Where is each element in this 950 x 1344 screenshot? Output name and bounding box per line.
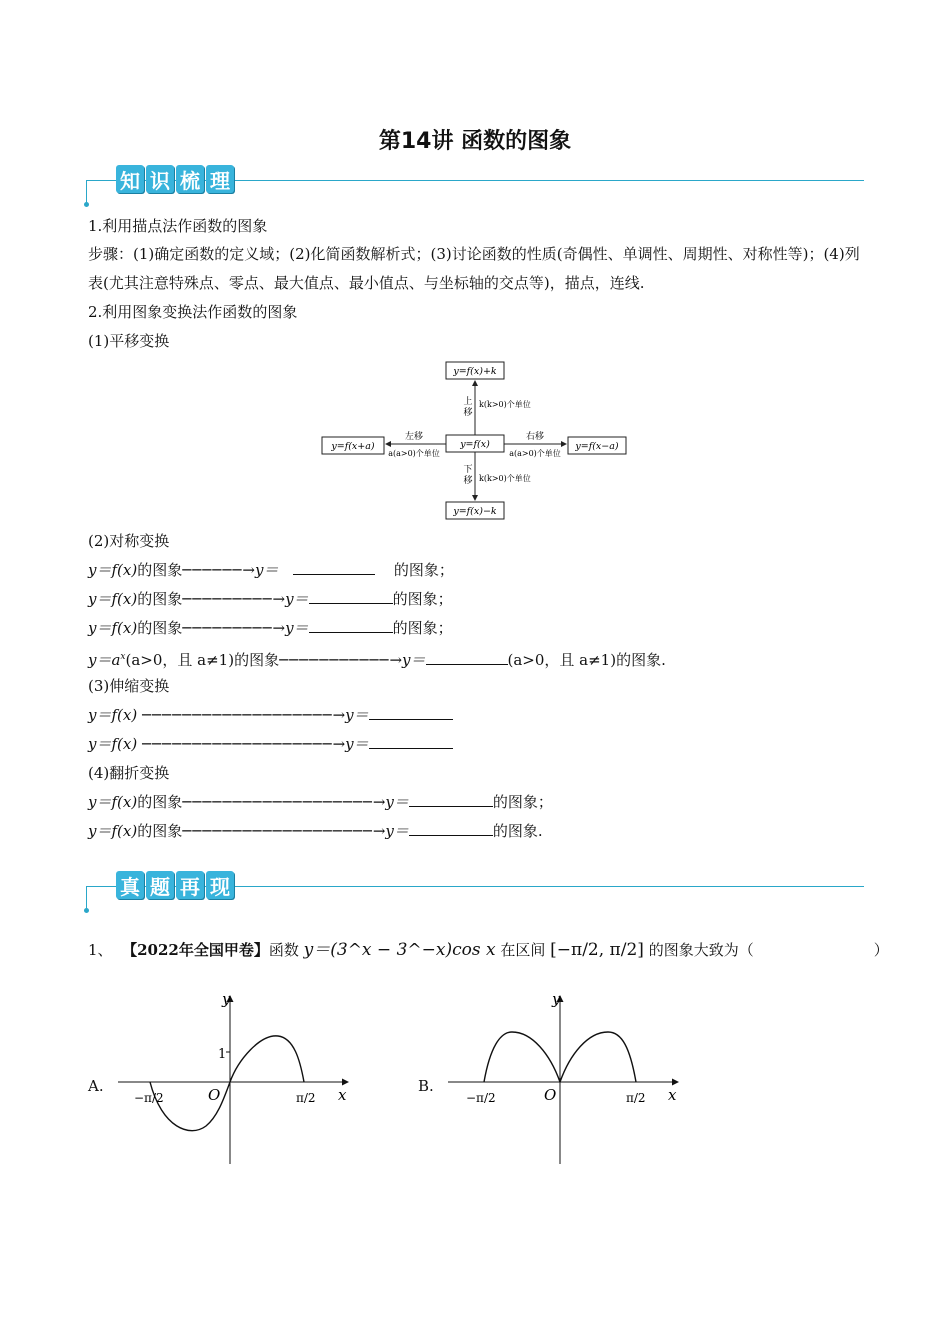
symmetry-line-1: y＝f(x)的图象──────→y＝ 的图象； [88,561,454,579]
label-left: 左移 [404,432,424,442]
symmetry-line-2: y＝f(x)的图象─────────→y＝ 的图象； [88,590,453,608]
x-label: x [668,1086,677,1104]
box-right-text: y=f(x−a) [575,441,619,452]
page-title: 第14讲 函数的图象 [378,129,572,154]
box-left-text: y=f(x+a) [331,441,375,452]
heading-transform-method: 2.利用图象变换法作函数的图象 [88,303,298,321]
curve-b-right [560,1032,636,1082]
subheading-stretch: (3)伸缩变换 [88,677,170,695]
label-left-cond: a(a>0)个单位 [388,449,440,458]
y-label: y [552,990,561,1008]
subheading-flip: (4)翻折变换 [88,764,170,782]
curve-a [150,1036,304,1131]
label-right-cond: a(a>0)个单位 [509,449,561,458]
section-badge-char: 真 [116,871,144,899]
section-badge-char: 理 [206,165,234,193]
symmetry-line-4: $y=a^x(a>0$，且 a≠1)的图象───────────→y＝ (a>0，且 a≠1)的图象. [88,651,666,669]
x-label: x [338,1086,347,1104]
flip-line-1: y＝f(x)的图象───────────────────→y＝ 的图象； [88,793,553,811]
section-badge-char: 现 [206,871,234,899]
label-down-cond: k(k>0)个单位 [479,474,531,483]
question-1: 1、 【2022年全国甲卷】函数 y＝(3^x − 3^−x)cos x 在区间 [−π/2, π/2] 的图象大致为（ ） [88,940,889,960]
label-down-1: 下 [463,465,473,475]
origin-label: O [544,1086,557,1104]
box-center-text: y=f(x) [460,439,490,450]
subheading-translation: (1)平移变换 [88,332,170,350]
curve-b-left [484,1032,560,1082]
subheading-symmetry: (2)对称变换 [88,532,170,550]
section-badge-char: 再 [176,871,204,899]
section-badge-char: 题 [146,871,174,899]
section-header-knowledge [86,160,866,210]
y-tick-label: 1 [218,1047,227,1062]
translation-diagram [318,357,630,523]
right-tick-label: π/2 [626,1091,646,1105]
option-b-label: B. [418,1077,434,1095]
label-up-cond: k(k>0)个单位 [479,400,531,409]
box-up-text: y=f(x)+k [453,366,497,377]
graph-a [110,988,360,1168]
option-a-label: A. [88,1077,104,1095]
steps-paragraph: 步骤：(1)确定函数的定义域；(2)化简函数解析式；(3)讨论函数的性质(奇偶性、单调性、周期性、对称性等)；(4)列表(尤其注意特殊点、零点、最大值点、最小值点、与坐标轴的交点等)，描点，连线. [88,245,860,292]
y-label: y [222,990,231,1008]
label-up-1: 上 [463,397,473,407]
section-badge-char: 识 [146,165,174,193]
stretch-line-2: y＝f(x) ───────────────────→y＝ [88,734,453,754]
section-badge-char: 知 [116,165,144,193]
label-up-2: 移 [463,408,473,418]
symmetry-line-3: y＝f(x)的图象─────────→y＝ 的图象； [88,619,453,637]
right-tick-label: π/2 [296,1091,316,1105]
section-header-exam [86,866,866,916]
box-down-text: y=f(x)−k [453,506,497,517]
left-tick-label: −π/2 [134,1091,164,1105]
origin-label: O [208,1086,221,1104]
section-badge-char: 梳 [176,165,204,193]
label-right: 右移 [525,432,545,442]
heading-plot-method: 1.利用描点法作函数的图象 [88,217,268,235]
stretch-line-1: y＝f(x) ───────────────────→y＝ [88,705,453,725]
left-tick-label: −π/2 [466,1091,496,1105]
graph-b [440,988,690,1168]
label-down-2: 移 [463,476,473,486]
flip-line-2: y＝f(x)的图象───────────────────→y＝ 的图象. [88,822,543,840]
